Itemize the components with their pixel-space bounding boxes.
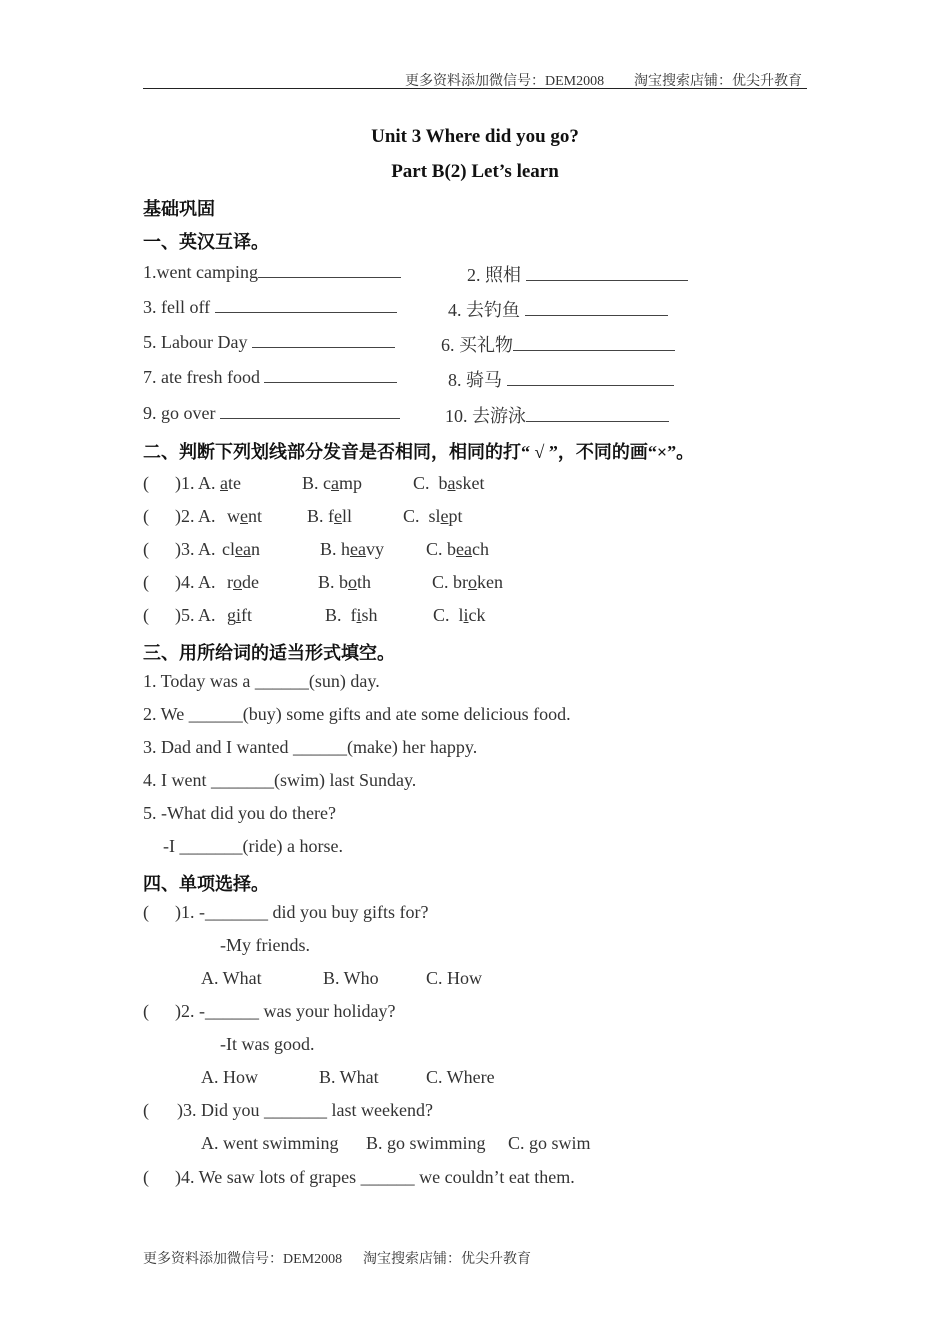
phonics-row-4: ( )4. A. rode B. both C. broken [143,572,504,592]
mc-question-2: ( )2. -______ was your holiday? [143,1001,396,1021]
phonics-row-5: ( )5. A. gift B. fish C. lick [143,605,486,625]
mc-answer-1: -My friends. [220,935,310,955]
mc-answer-2: -It was good. [220,1034,315,1054]
answer-blank[interactable] [526,264,688,281]
fill-line-5: 5. -What did you do there? [143,803,336,823]
mc-question-4: ( )4. We saw lots of grapes ______ we couldn’t eat them. [143,1167,575,1187]
footer-taobao: 淘宝搜索店铺：优尖升教育 [363,1252,531,1267]
translate-item-3: 3. fell off [143,296,397,318]
basics-heading: 基础巩固 [143,199,215,219]
footer-wechat: 更多资料添加微信号：DEM2008 [143,1252,343,1267]
mc-option-2a[interactable]: A. How [201,1067,258,1087]
answer-paren[interactable]: ( [143,506,149,526]
mc-option-1c[interactable]: C. How [426,968,483,988]
fill-line-4: 4. I went _______(swim) last Sunday. [143,770,417,790]
mc-question-1: ( )1. -_______ did you buy gifts for? [143,902,429,922]
translate-item-5: 5. Labour Day [143,331,395,353]
translate-item-2: 2. 照相 [467,261,688,287]
mc-option-3b[interactable]: B. go swimming [366,1133,486,1153]
section2-heading: 二、判断下列划线部分发音是否相同，相同的打“ √ ”，不同的画“×”。 [143,442,695,462]
translate-item-4: 4. 去钓鱼 [448,296,668,322]
answer-paren[interactable]: ( [143,1001,149,1021]
answer-paren[interactable]: ( [143,1100,149,1120]
mc-option-1b[interactable]: B. Who [323,968,379,988]
answer-blank[interactable] [264,366,397,383]
fill-line-1: 1. Today was a ______(sun) day. [143,671,380,691]
section1-heading: 一、英汉互译。 [143,232,269,252]
answer-blank[interactable] [526,405,669,422]
part-title: Part B(2) Let’s learn [391,161,559,182]
fill-line-6: -I _______(ride) a horse. [163,836,343,856]
translate-item-1: 1.went camping [143,261,401,283]
answer-paren[interactable]: ( [143,605,149,625]
translate-item-9: 9. go over [143,402,400,424]
mc-option-1a[interactable]: A. What [201,968,262,988]
unit-title: Unit 3 Where did you go? [371,126,579,147]
phonics-row-3: ( )3. A. clean B. heavy C. beach [143,539,489,559]
mc-question-3: ( )3. Did you _______ last weekend? [143,1100,433,1120]
fill-line-3: 3. Dad and I wanted ______(make) her happy. [143,737,478,757]
mc-option-3a[interactable]: A. went swimming [201,1133,339,1153]
mc-option-2b[interactable]: B. What [319,1067,379,1087]
answer-paren[interactable]: ( [143,1167,149,1187]
phonics-row-1: ( )1. A. ate B. camp C. basket [143,473,485,493]
mc-option-2c[interactable]: C. Where [426,1067,495,1087]
header-taobao: 淘宝搜索店铺：优尖升教育 [634,74,802,89]
answer-paren[interactable]: ( [143,902,149,922]
answer-blank[interactable] [252,331,395,348]
answer-paren[interactable]: ( [143,572,149,592]
answer-paren[interactable]: ( [143,473,149,493]
translate-item-7: 7. ate fresh food [143,366,397,388]
header-rule [143,88,807,89]
answer-blank[interactable] [507,369,674,386]
header-wechat: 更多资料添加微信号：DEM2008 [405,74,605,89]
answer-paren[interactable]: ( [143,539,149,559]
section4-heading: 四、单项选择。 [143,874,269,894]
fill-line-2: 2. We ______(buy) some gifts and ate some delicious food. [143,704,571,724]
phonics-row-2: ( )2. A. went B. fell C. slept [143,506,463,526]
mc-option-3c[interactable]: C. go swim [508,1133,591,1153]
translate-item-6: 6. 买礼物 [441,331,675,357]
answer-blank[interactable] [513,334,675,351]
answer-blank[interactable] [220,402,400,419]
translate-item-8: 8. 骑马 [448,366,674,392]
answer-blank[interactable] [215,296,397,313]
answer-blank[interactable] [258,261,401,278]
answer-blank[interactable] [525,299,668,316]
translate-item-10: 10. 去游泳 [445,402,669,428]
section3-heading: 三、用所给词的适当形式填空。 [143,643,395,663]
